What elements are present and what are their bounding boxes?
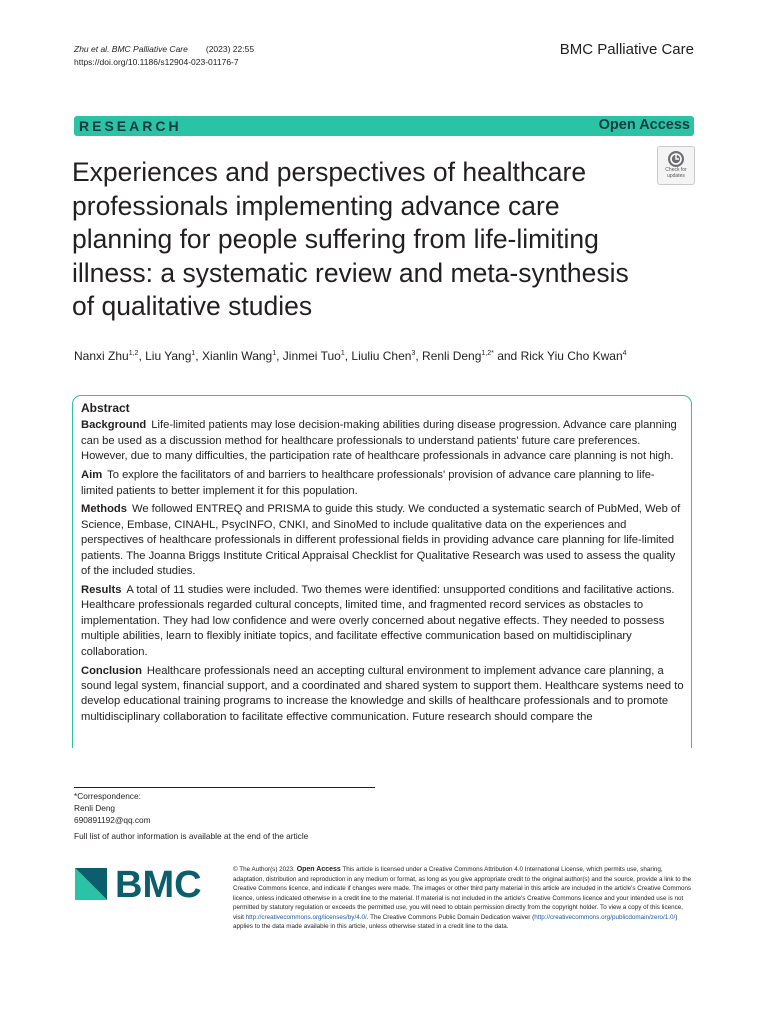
- cc-by-link[interactable]: http://creativecommons.org/licenses/by/4.0/: [245, 913, 367, 921]
- author-name: Liuliu Chen: [351, 349, 412, 363]
- copyright-text: © The Author(s) 2023.: [233, 866, 295, 873]
- section-heading: Methods: [81, 503, 127, 516]
- abstract-methods: [81, 502, 685, 579]
- abstract-aim: [81, 468, 685, 499]
- journal-name: BMC Palliative Care: [559, 41, 694, 58]
- author-name: Jinmei Tuo: [282, 349, 341, 363]
- author-affiliation: 1,2: [128, 350, 139, 357]
- check-for-updates-line1: Check for: [665, 167, 687, 173]
- abstract-conclusion: [81, 664, 685, 726]
- author-affiliation: 4: [622, 350, 627, 357]
- article-type-banner: [74, 116, 694, 136]
- author-name: Liu Yang: [145, 349, 192, 363]
- bmc-logo: [75, 864, 215, 904]
- author-name: Nanxi Zhu: [74, 349, 129, 363]
- abstract-heading: Abstract: [81, 401, 130, 415]
- author-affiliation: 1: [340, 350, 345, 357]
- citation: Zhu et al. BMC Palliative Care: [74, 44, 188, 54]
- license-statement: [233, 865, 695, 932]
- license-text-1: This article is licensed under a Creative Commons Attribution 4.0 International License, which permits use, sharing, adaptation, distribution and reproduction in any medium or format, as long as you give appropriate credit to the original author(s) and the source, provide a link to the Creative Commons licence, and indicate if changes were made. The images or other third party material in this article are included in the article's Creative Commons licence, unless indicated otherwise in a credit line to the material. If material is not included in the article's Creative Commons licence and your intended use is not permitted by statutory regulation or exceeds the permitted use, you will need to obtain permission directly from the copyright holder. To view a copy of this licence, visit: [233, 866, 692, 921]
- article-title: Experiences and perspectives of healthcare professionals implementing advance care planning for people suffering from life-limiting illness: a systematic review and meta-synthesis of qualitative studies: [72, 157, 629, 321]
- author-info-note: Full list of author information is available at the end of the article: [74, 831, 309, 841]
- section-text: We followed ENTREQ and PRISMA to guide this study. We conducted a systematic search of PubMed, Web of Science, Embase, CINAHL, PsycINFO, CNKI, and SinoMed to include qualitative data on the experiences and perspectives of healthcare professionals in different professional fields in providing advance care planning for life-limited patients. The Joanna Briggs Institute Critical Appraisal Checklist for Qualitative Research was used to assess the quality of the included studies.: [81, 503, 681, 578]
- open-access-label: Open Access: [598, 117, 690, 133]
- section-text: To explore the facilitators of and barriers to healthcare professionals' provision of advance care planning to life-limited patients to better implement it for this population.: [81, 469, 655, 497]
- correspondence-email[interactable]: 690891192@qq.com: [74, 815, 151, 825]
- abstract-box: [72, 395, 692, 748]
- author-affiliation: 1: [191, 350, 196, 357]
- author-name: Xianlin Wang: [201, 349, 273, 363]
- author-name: Rick Yiu Cho Kwan: [520, 349, 623, 363]
- author-affiliation: 1,2*: [481, 350, 494, 357]
- running-header: [74, 43, 254, 69]
- abstract-background: [81, 418, 685, 464]
- footnote-divider: [74, 787, 375, 788]
- correspondence-name: Renli Deng: [74, 803, 116, 813]
- correspondence-block: [74, 790, 151, 826]
- correspondence-label: *Correspondence:: [74, 791, 141, 801]
- author-affiliation: 1: [272, 350, 277, 357]
- check-for-updates-icon: [667, 150, 685, 168]
- license-open-access: Open Access: [296, 866, 341, 873]
- abstract-results: [81, 583, 685, 660]
- section-heading: Background: [81, 419, 147, 432]
- section-text: Life-limited patients may lose decision-making abilities during disease progression. Advance care planning can be used as a discussion method for healthcare professionals to understand patients' future care preferences. However, due to many difficulties, the participation rate of healthcare professionals in advance care planning is not high.: [81, 419, 677, 463]
- section-text: A total of 11 studies were included. Two themes were identified: unsupported conditions and facilitative actions. Healthcare professionals regarded cultural concepts, limited time, and fragmented record services as obstacles to implementation. They had low confidence and were overly concerned about negative effects. They needed to possess multiple abilities, learn to flexibly initiate topics, and facilitate effective communication based on multidisciplinary collaboration.: [81, 583, 675, 658]
- section-heading: Conclusion: [81, 664, 142, 677]
- year-volume: (2023) 22:55: [205, 44, 255, 54]
- section-heading: Aim: [81, 469, 103, 482]
- author-list: Nanxi Zhu$^{1,2}$, Liu Yang$^1$, Xianlin Wang$^1$, Jinmei Tuo$^1$, Liuliu Chen$^3$, Renli Deng$^{1,2*}$ and Rick Yiu Cho Kwan$^4$: [74, 349, 627, 363]
- author-name: Renli Deng: [422, 349, 482, 363]
- check-for-updates-line2: updates: [667, 172, 685, 179]
- author-affiliation: 3: [411, 350, 416, 357]
- check-for-updates-button[interactable]: [657, 146, 695, 185]
- bmc-logo-text: BMC: [115, 864, 202, 904]
- doi-link[interactable]: https://doi.org/10.1186/s12904-023-01176-7: [74, 57, 239, 67]
- article-type-label: RESEARCH: [79, 118, 182, 134]
- section-heading: Results: [81, 583, 122, 596]
- section-text: Healthcare professionals need an accepting cultural environment to implement advance care planning, a sound legal system, financial support, and a coordinated and shared system to support them. Healthcare systems need to develop educational training programs to increase the knowledge and skills of healthcare professionals and to promote multidisciplinary collaboration to facilitate effective communication. Future research should compare the: [81, 664, 684, 723]
- license-text-2: . The Creative Commons Public Domain Dedication waiver (: [366, 913, 535, 921]
- license-text-3: ) applies to the data made available in this article, unless otherwise stated in a credit line to the data.: [233, 913, 678, 930]
- cc-zero-link[interactable]: http://creativecommons.org/publicdomain/zero/1.0/: [534, 913, 676, 921]
